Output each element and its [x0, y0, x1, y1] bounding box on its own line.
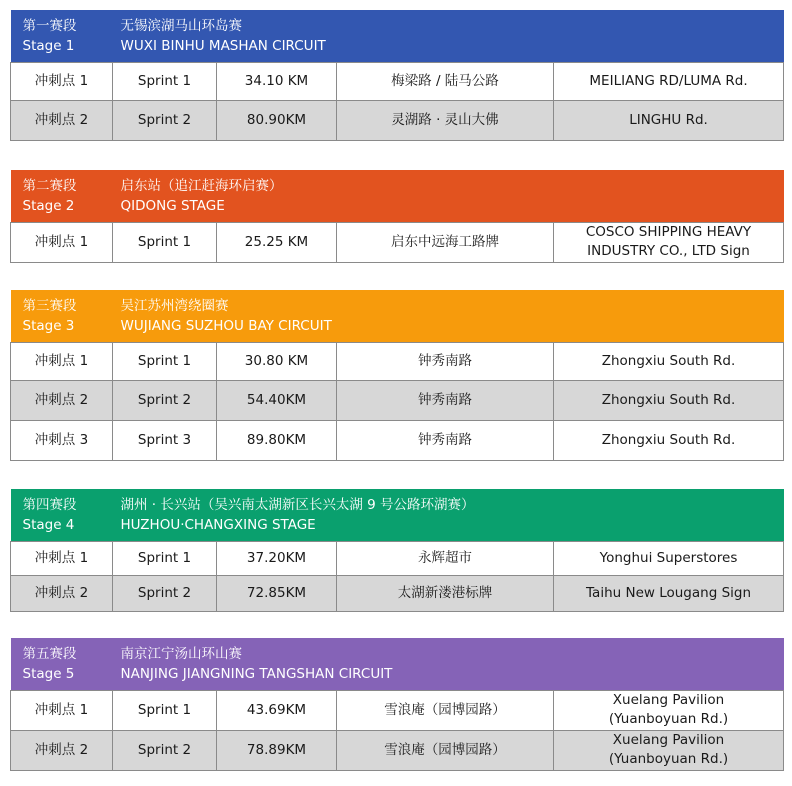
- stage-name: [113, 170, 784, 222]
- sprint-point: 冲刺点 1: [11, 222, 113, 262]
- stage-2-table: [10, 170, 783, 263]
- location-en-line: LINGHU Rd.: [629, 111, 708, 128]
- sprint-distance: 72.85KM: [217, 575, 337, 611]
- sprint-location-en: [554, 222, 784, 262]
- stage-label-en: Stage 2: [22, 197, 75, 214]
- sprint-location-en: [554, 730, 784, 770]
- sprint-row: [11, 62, 784, 100]
- stage-label-cn: 第一赛段: [22, 17, 77, 34]
- stage-label-cn: 第五赛段: [22, 645, 77, 662]
- sprint-location-en: [554, 420, 784, 460]
- stage-name-cn: 启东站（追江赶海环启赛）: [120, 177, 283, 194]
- sprint-label: Sprint 1: [113, 222, 217, 262]
- sprint-row: [11, 380, 784, 420]
- stage-label-en: Stage 1: [22, 37, 75, 54]
- location-en-line: INDUSTRY CO., LTD Sign: [587, 243, 750, 259]
- sprint-label: Sprint 2: [113, 730, 217, 770]
- sprint-row: [11, 222, 784, 262]
- location-en-line: Xuelang Pavilion: [612, 692, 725, 708]
- location-en-line: Zhongxiu South Rd.: [601, 391, 736, 408]
- sprint-location-cn: 钟秀南路: [337, 342, 554, 380]
- stage-name-cn: 无锡滨湖马山环岛赛: [120, 17, 242, 34]
- stage-label-cn: 第三赛段: [22, 297, 77, 314]
- stage-header: [11, 290, 784, 342]
- stage-name: [113, 638, 784, 690]
- location-en-line: (Yuanboyuan Rd.): [608, 751, 729, 767]
- sprint-row: [11, 420, 784, 460]
- stage-label: [11, 10, 113, 62]
- stage-label-en: Stage 4: [22, 516, 75, 533]
- sprint-row: [11, 100, 784, 140]
- location-en-line: MEILIANG RD/LUMA Rd.: [589, 72, 748, 89]
- sprint-row: [11, 342, 784, 380]
- stage-name-cn: 湖州 · 长兴站（吴兴南太湖新区长兴太湖 9 号公路环湖赛）: [120, 496, 475, 513]
- stage-label-cn: 第二赛段: [22, 177, 77, 194]
- sprint-distance: 78.89KM: [217, 730, 337, 770]
- stage-label-cn: 第四赛段: [22, 496, 77, 513]
- sprint-point: 冲刺点 2: [11, 100, 113, 140]
- stage-5-table: [10, 638, 783, 771]
- stage-header: [11, 170, 784, 222]
- sprint-distance: 43.69KM: [217, 690, 337, 730]
- location-en-line: COSCO SHIPPING HEAVY: [585, 224, 752, 240]
- stage-name-en: NANJING JIANGNING TANGSHAN CIRCUIT: [120, 665, 393, 682]
- sprint-location-en: [554, 380, 784, 420]
- stage-name-cn: 吴江苏州湾绕圈赛: [120, 297, 229, 314]
- sprint-point: 冲刺点 2: [11, 730, 113, 770]
- location-en-line: Xuelang Pavilion: [612, 732, 725, 748]
- location-en-line: Taihu New Lougang Sign: [586, 584, 752, 601]
- sprint-distance: 89.80KM: [217, 420, 337, 460]
- sprint-location-en: [554, 342, 784, 380]
- stage-name-cn: 南京江宁汤山环山赛: [120, 645, 242, 662]
- stage-label: [11, 290, 113, 342]
- stage-3-table: [10, 290, 783, 461]
- sprint-location-en: [554, 62, 784, 100]
- stage-header: [11, 638, 784, 690]
- stage-label: [11, 489, 113, 541]
- stage-name: [113, 10, 784, 62]
- sprint-location-en: [554, 100, 784, 140]
- sprint-point: 冲刺点 2: [11, 575, 113, 611]
- stage-header: [11, 489, 784, 541]
- sprint-row: [11, 730, 784, 770]
- stage-name-en: HUZHOU·CHANGXING STAGE: [120, 516, 316, 533]
- sprint-point: 冲刺点 2: [11, 380, 113, 420]
- sprint-distance: 54.40KM: [217, 380, 337, 420]
- sprint-point: 冲刺点 1: [11, 541, 113, 575]
- sprint-label: Sprint 2: [113, 575, 217, 611]
- sprint-location-cn: 太湖新溇港标牌: [337, 575, 554, 611]
- sprint-point: 冲刺点 3: [11, 420, 113, 460]
- sprint-label: Sprint 1: [113, 62, 217, 100]
- sprint-location-en: [554, 541, 784, 575]
- sprint-location-cn: 雪浪庵（园博园路）: [337, 730, 554, 770]
- stage-name-en: WUJIANG SUZHOU BAY CIRCUIT: [120, 317, 332, 334]
- stage-name: [113, 290, 784, 342]
- stage-label-en: Stage 5: [22, 665, 75, 682]
- sprint-location-cn: 永辉超市: [337, 541, 554, 575]
- stage-label-en: Stage 3: [22, 317, 75, 334]
- sprint-location-cn: 雪浪庵（园博园路）: [337, 690, 554, 730]
- sprint-distance: 30.80 KM: [217, 342, 337, 380]
- sprint-location-cn: 梅梁路 / 陆马公路: [337, 62, 554, 100]
- sprint-point: 冲刺点 1: [11, 342, 113, 380]
- sprint-distance: 37.20KM: [217, 541, 337, 575]
- sprint-row: [11, 690, 784, 730]
- stage-1-table: [10, 10, 783, 141]
- sprint-point: 冲刺点 1: [11, 690, 113, 730]
- sprint-label: Sprint 2: [113, 380, 217, 420]
- sprint-location-en: [554, 575, 784, 611]
- stage-name-en: QIDONG STAGE: [120, 197, 225, 214]
- stage-label: [11, 170, 113, 222]
- sprint-distance: 80.90KM: [217, 100, 337, 140]
- stage-label: [11, 638, 113, 690]
- sprint-distance: 34.10 KM: [217, 62, 337, 100]
- sprint-label: Sprint 3: [113, 420, 217, 460]
- sprint-location-cn: 钟秀南路: [337, 420, 554, 460]
- location-en-line: Yonghui Superstores: [599, 549, 738, 566]
- stage-header: [11, 10, 784, 62]
- stage-4-table: [10, 489, 783, 612]
- sprint-location-en: [554, 690, 784, 730]
- sprint-location-cn: 钟秀南路: [337, 380, 554, 420]
- location-en-line: Zhongxiu South Rd.: [601, 352, 736, 369]
- sprint-row: [11, 575, 784, 611]
- sprint-location-cn: 灵湖路 · 灵山大佛: [337, 100, 554, 140]
- location-en-line: (Yuanboyuan Rd.): [608, 711, 729, 727]
- stage-name: [113, 489, 784, 541]
- sprint-distance: 25.25 KM: [217, 222, 337, 262]
- sprint-label: Sprint 2: [113, 100, 217, 140]
- location-en-line: Zhongxiu South Rd.: [601, 431, 736, 448]
- sprint-label: Sprint 1: [113, 342, 217, 380]
- sprint-location-cn: 启东中远海工路牌: [337, 222, 554, 262]
- sprint-point: 冲刺点 1: [11, 62, 113, 100]
- stage-name-en: WUXI BINHU MASHAN CIRCUIT: [120, 37, 326, 54]
- sprint-label: Sprint 1: [113, 541, 217, 575]
- sprint-row: [11, 541, 784, 575]
- sprint-label: Sprint 1: [113, 690, 217, 730]
